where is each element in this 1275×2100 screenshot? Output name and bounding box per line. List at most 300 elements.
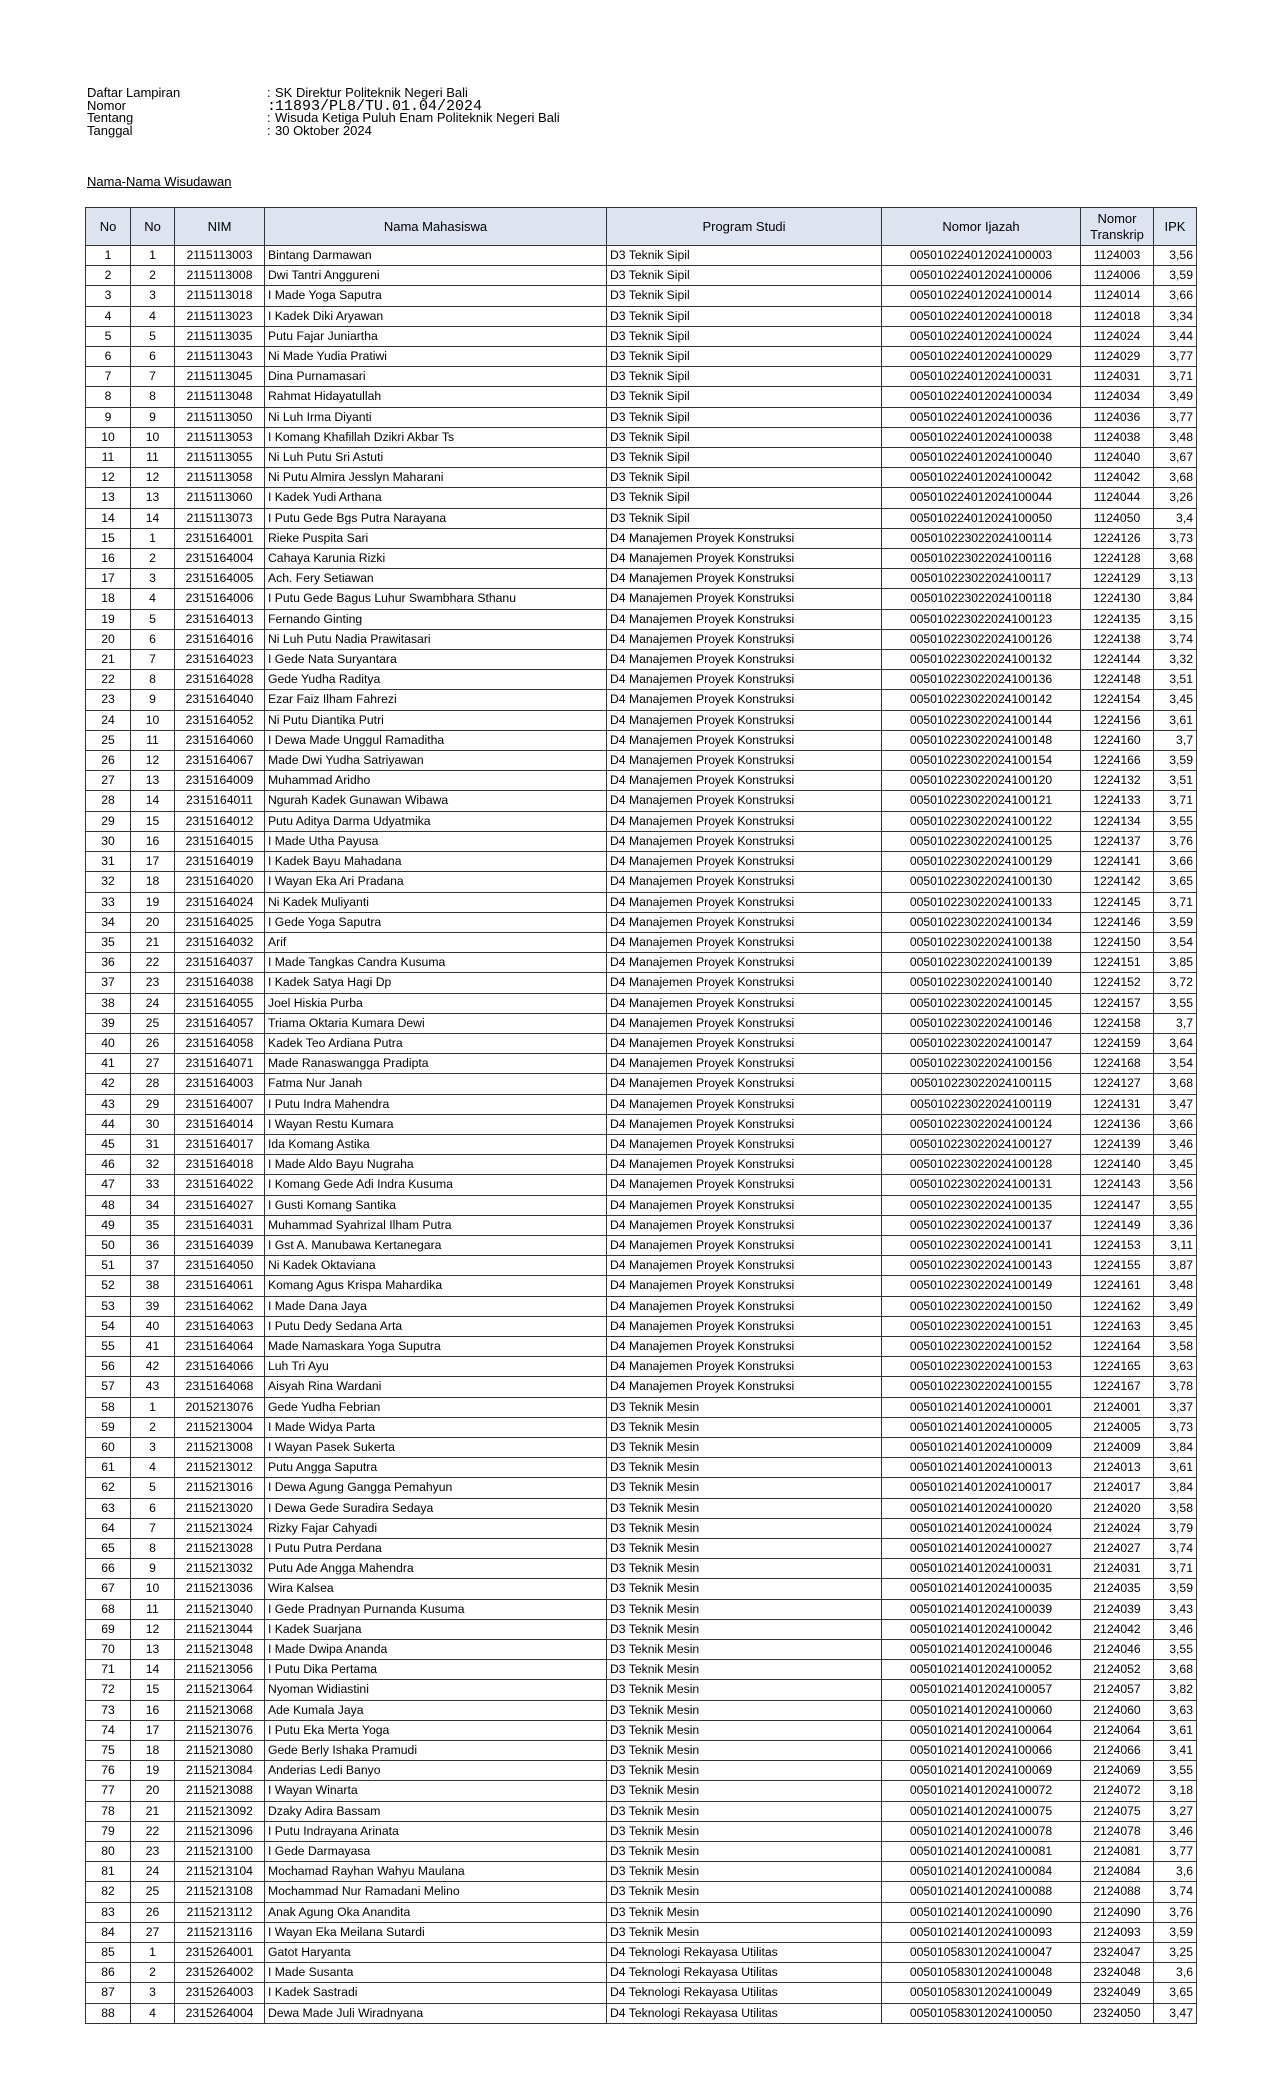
cell-program-number: 17 bbox=[131, 1720, 175, 1740]
cell-student-name: Fatma Nur Janah bbox=[265, 1074, 607, 1094]
cell-row-number: 40 bbox=[86, 1033, 131, 1053]
cell-study-program: D3 Teknik Mesin bbox=[607, 1599, 882, 1619]
cell-nim: 2315264003 bbox=[175, 1983, 265, 2003]
table-row bbox=[86, 932, 1197, 952]
cell-gpa: 3,45 bbox=[1154, 1316, 1197, 1336]
cell-transcript-number: 1124040 bbox=[1081, 448, 1154, 468]
cell-row-number: 28 bbox=[86, 791, 131, 811]
cell-row-number: 6 bbox=[86, 347, 131, 367]
cell-certificate-number: 005010223022024100140 bbox=[882, 973, 1081, 993]
table-row bbox=[86, 1013, 1197, 1033]
cell-student-name: Ade Kumala Jaya bbox=[265, 1700, 607, 1720]
cell-transcript-number: 2124027 bbox=[1081, 1539, 1154, 1559]
cell-transcript-number: 1124029 bbox=[1081, 347, 1154, 367]
cell-student-name: Dwi Tantri Anggureni bbox=[265, 266, 607, 286]
cell-nim: 2115213012 bbox=[175, 1458, 265, 1478]
cell-certificate-number: 005010583012024100050 bbox=[882, 2003, 1081, 2023]
cell-gpa: 3,48 bbox=[1154, 427, 1197, 447]
cell-student-name: I Wayan Pasek Sukerta bbox=[265, 1437, 607, 1457]
cell-nim: 2315164016 bbox=[175, 629, 265, 649]
cell-nim: 2115113043 bbox=[175, 347, 265, 367]
table-row bbox=[86, 488, 1197, 508]
cell-transcript-number: 2124060 bbox=[1081, 1700, 1154, 1720]
cell-nim: 2315164011 bbox=[175, 791, 265, 811]
cell-nim: 2315164017 bbox=[175, 1134, 265, 1154]
cell-certificate-number: 005010223022024100115 bbox=[882, 1074, 1081, 1094]
cell-certificate-number: 005010224012024100018 bbox=[882, 306, 1081, 326]
header-separator: : bbox=[267, 97, 277, 115]
cell-transcript-number: 1224159 bbox=[1081, 1033, 1154, 1053]
cell-nim: 2315164058 bbox=[175, 1033, 265, 1053]
cell-gpa: 3,49 bbox=[1154, 1296, 1197, 1316]
cell-certificate-number: 005010224012024100034 bbox=[882, 387, 1081, 407]
cell-certificate-number: 005010214012024100093 bbox=[882, 1922, 1081, 1942]
cell-transcript-number: 1124031 bbox=[1081, 367, 1154, 387]
cell-nim: 2115113053 bbox=[175, 427, 265, 447]
cell-study-program: D3 Teknik Sipil bbox=[607, 407, 882, 427]
cell-student-name: Cahaya Karunia Rizki bbox=[265, 549, 607, 569]
cell-study-program: D3 Teknik Mesin bbox=[607, 1821, 882, 1841]
cell-program-number: 23 bbox=[131, 973, 175, 993]
cell-transcript-number: 1224126 bbox=[1081, 528, 1154, 548]
cell-nim: 2315164019 bbox=[175, 852, 265, 872]
table-row bbox=[86, 1741, 1197, 1761]
cell-study-program: D4 Manajemen Proyek Konstruksi bbox=[607, 589, 882, 609]
cell-student-name: Ni Kadek Oktaviana bbox=[265, 1256, 607, 1276]
cell-student-name: I Made Yoga Saputra bbox=[265, 286, 607, 306]
table-row bbox=[86, 326, 1197, 346]
cell-student-name: Dzaky Adira Bassam bbox=[265, 1801, 607, 1821]
header-label: Daftar Lampiran bbox=[87, 85, 181, 100]
cell-nim: 2115213076 bbox=[175, 1720, 265, 1740]
cell-program-number: 33 bbox=[131, 1175, 175, 1195]
cell-transcript-number: 1224130 bbox=[1081, 589, 1154, 609]
column-header: No bbox=[86, 208, 131, 246]
cell-row-number: 56 bbox=[86, 1357, 131, 1377]
cell-certificate-number: 005010223022024100142 bbox=[882, 690, 1081, 710]
cell-gpa: 3,46 bbox=[1154, 1821, 1197, 1841]
table-row bbox=[86, 1235, 1197, 1255]
cell-program-number: 4 bbox=[131, 589, 175, 609]
cell-gpa: 3,77 bbox=[1154, 347, 1197, 367]
table-row bbox=[86, 1761, 1197, 1781]
cell-study-program: D4 Manajemen Proyek Konstruksi bbox=[607, 1175, 882, 1195]
cell-row-number: 21 bbox=[86, 650, 131, 670]
cell-transcript-number: 2124013 bbox=[1081, 1458, 1154, 1478]
cell-row-number: 73 bbox=[86, 1700, 131, 1720]
cell-transcript-number: 2124081 bbox=[1081, 1842, 1154, 1862]
cell-student-name: Luh Tri Ayu bbox=[265, 1357, 607, 1377]
cell-student-name: I Putu Putra Perdana bbox=[265, 1539, 607, 1559]
cell-certificate-number: 005010223022024100136 bbox=[882, 670, 1081, 690]
cell-study-program: D3 Teknik Mesin bbox=[607, 1518, 882, 1538]
cell-transcript-number: 1224161 bbox=[1081, 1276, 1154, 1296]
cell-row-number: 20 bbox=[86, 629, 131, 649]
cell-study-program: D4 Manajemen Proyek Konstruksi bbox=[607, 629, 882, 649]
cell-study-program: D4 Teknologi Rekayasa Utilitas bbox=[607, 1943, 882, 1963]
cell-certificate-number: 005010214012024100064 bbox=[882, 1720, 1081, 1740]
cell-student-name: Rahmat Hidayatullah bbox=[265, 387, 607, 407]
cell-program-number: 25 bbox=[131, 1882, 175, 1902]
cell-nim: 2315164005 bbox=[175, 569, 265, 589]
cell-certificate-number: 005010223022024100133 bbox=[882, 892, 1081, 912]
cell-study-program: D4 Manajemen Proyek Konstruksi bbox=[607, 1155, 882, 1175]
cell-certificate-number: 005010223022024100144 bbox=[882, 710, 1081, 730]
cell-student-name: I Komang Khafillah Dzikri Akbar Ts bbox=[265, 427, 607, 447]
cell-student-name: I Gede Darmayasa bbox=[265, 1842, 607, 1862]
cell-nim: 2115213104 bbox=[175, 1862, 265, 1882]
cell-row-number: 34 bbox=[86, 912, 131, 932]
cell-gpa: 3,45 bbox=[1154, 1155, 1197, 1175]
header-separator: : bbox=[267, 122, 271, 138]
cell-row-number: 41 bbox=[86, 1054, 131, 1074]
cell-nim: 2115113035 bbox=[175, 326, 265, 346]
cell-study-program: D4 Manajemen Proyek Konstruksi bbox=[607, 609, 882, 629]
cell-nim: 2115213044 bbox=[175, 1619, 265, 1639]
cell-study-program: D3 Teknik Sipil bbox=[607, 286, 882, 306]
cell-row-number: 19 bbox=[86, 609, 131, 629]
cell-gpa: 3,87 bbox=[1154, 1256, 1197, 1276]
cell-nim: 2315164068 bbox=[175, 1377, 265, 1397]
cell-program-number: 25 bbox=[131, 1013, 175, 1033]
cell-certificate-number: 005010214012024100069 bbox=[882, 1761, 1081, 1781]
cell-transcript-number: 1124034 bbox=[1081, 387, 1154, 407]
cell-row-number: 61 bbox=[86, 1458, 131, 1478]
cell-transcript-number: 2124064 bbox=[1081, 1720, 1154, 1740]
table-row bbox=[86, 650, 1197, 670]
cell-row-number: 72 bbox=[86, 1680, 131, 1700]
cell-nim: 2315264001 bbox=[175, 1943, 265, 1963]
cell-row-number: 53 bbox=[86, 1296, 131, 1316]
table-row bbox=[86, 1801, 1197, 1821]
table-row bbox=[86, 1700, 1197, 1720]
cell-transcript-number: 2324047 bbox=[1081, 1943, 1154, 1963]
cell-row-number: 26 bbox=[86, 751, 131, 771]
cell-transcript-number: 1224147 bbox=[1081, 1195, 1154, 1215]
cell-study-program: D3 Teknik Mesin bbox=[607, 1922, 882, 1942]
cell-gpa: 3,82 bbox=[1154, 1680, 1197, 1700]
cell-study-program: D3 Teknik Mesin bbox=[607, 1720, 882, 1740]
column-header: No bbox=[131, 208, 175, 246]
cell-study-program: D3 Teknik Sipil bbox=[607, 326, 882, 346]
cell-gpa: 3,66 bbox=[1154, 1114, 1197, 1134]
cell-program-number: 8 bbox=[131, 1539, 175, 1559]
cell-student-name: Rieke Puspita Sari bbox=[265, 528, 607, 548]
cell-nim: 2315164001 bbox=[175, 528, 265, 548]
cell-row-number: 29 bbox=[86, 811, 131, 831]
cell-program-number: 37 bbox=[131, 1256, 175, 1276]
cell-program-number: 4 bbox=[131, 2003, 175, 2023]
cell-certificate-number: 005010223022024100131 bbox=[882, 1175, 1081, 1195]
cell-student-name: I Gede Yoga Saputra bbox=[265, 912, 607, 932]
cell-transcript-number: 2324048 bbox=[1081, 1963, 1154, 1983]
cell-transcript-number: 1124044 bbox=[1081, 488, 1154, 508]
cell-row-number: 70 bbox=[86, 1640, 131, 1660]
cell-gpa: 3,77 bbox=[1154, 1842, 1197, 1862]
cell-gpa: 3,76 bbox=[1154, 1902, 1197, 1922]
cell-program-number: 24 bbox=[131, 993, 175, 1013]
table-row bbox=[86, 448, 1197, 468]
cell-nim: 2115113008 bbox=[175, 266, 265, 286]
cell-certificate-number: 005010214012024100090 bbox=[882, 1902, 1081, 1922]
table-row bbox=[86, 791, 1197, 811]
cell-transcript-number: 1224129 bbox=[1081, 569, 1154, 589]
cell-nim: 2115213108 bbox=[175, 1882, 265, 1902]
cell-row-number: 22 bbox=[86, 670, 131, 690]
cell-program-number: 10 bbox=[131, 710, 175, 730]
cell-student-name: I Wayan Restu Kumara bbox=[265, 1114, 607, 1134]
cell-student-name: Gede Yudha Febrian bbox=[265, 1397, 607, 1417]
table-row bbox=[86, 1619, 1197, 1639]
cell-certificate-number: 005010583012024100048 bbox=[882, 1963, 1081, 1983]
cell-row-number: 63 bbox=[86, 1498, 131, 1518]
column-header: Nomor Ijazah bbox=[882, 208, 1081, 246]
cell-nim: 2115213116 bbox=[175, 1922, 265, 1942]
cell-transcript-number: 2124084 bbox=[1081, 1862, 1154, 1882]
cell-gpa: 3,54 bbox=[1154, 932, 1197, 952]
cell-transcript-number: 1224135 bbox=[1081, 609, 1154, 629]
cell-gpa: 3,74 bbox=[1154, 1539, 1197, 1559]
cell-student-name: Kadek Teo Ardiana Putra bbox=[265, 1033, 607, 1053]
cell-nim: 2115213008 bbox=[175, 1437, 265, 1457]
cell-transcript-number: 1124050 bbox=[1081, 508, 1154, 528]
cell-nim: 2315164006 bbox=[175, 589, 265, 609]
table-row bbox=[86, 407, 1197, 427]
cell-nim: 2115213064 bbox=[175, 1680, 265, 1700]
cell-program-number: 13 bbox=[131, 488, 175, 508]
cell-study-program: D3 Teknik Sipil bbox=[607, 427, 882, 447]
cell-program-number: 1 bbox=[131, 246, 175, 266]
cell-nim: 2115213032 bbox=[175, 1559, 265, 1579]
cell-row-number: 59 bbox=[86, 1417, 131, 1437]
cell-nim: 2315164052 bbox=[175, 710, 265, 730]
section-title: Nama-Nama Wisudawan bbox=[87, 174, 232, 189]
cell-nim: 2115213068 bbox=[175, 1700, 265, 1720]
cell-gpa: 3,15 bbox=[1154, 609, 1197, 629]
cell-transcript-number: 2124088 bbox=[1081, 1882, 1154, 1902]
cell-gpa: 3,7 bbox=[1154, 730, 1197, 750]
cell-study-program: D4 Manajemen Proyek Konstruksi bbox=[607, 852, 882, 872]
cell-study-program: D3 Teknik Mesin bbox=[607, 1660, 882, 1680]
cell-certificate-number: 005010223022024100116 bbox=[882, 549, 1081, 569]
graduates-table bbox=[85, 207, 1197, 2024]
cell-certificate-number: 005010223022024100120 bbox=[882, 771, 1081, 791]
cell-student-name: I Kadek Yudi Arthana bbox=[265, 488, 607, 508]
cell-row-number: 2 bbox=[86, 266, 131, 286]
cell-gpa: 3,63 bbox=[1154, 1700, 1197, 1720]
header-separator: : bbox=[267, 85, 271, 100]
cell-transcript-number: 1224152 bbox=[1081, 973, 1154, 993]
column-header: Nomor Transkrip bbox=[1081, 208, 1154, 246]
cell-program-number: 22 bbox=[131, 953, 175, 973]
table-row bbox=[86, 1114, 1197, 1134]
table-row bbox=[86, 549, 1197, 569]
cell-gpa: 3,55 bbox=[1154, 811, 1197, 831]
cell-student-name: Ni Luh Irma Diyanti bbox=[265, 407, 607, 427]
cell-row-number: 3 bbox=[86, 286, 131, 306]
cell-transcript-number: 1224165 bbox=[1081, 1357, 1154, 1377]
cell-certificate-number: 005010223022024100135 bbox=[882, 1195, 1081, 1215]
cell-student-name: Ni Made Yudia Pratiwi bbox=[265, 347, 607, 367]
cell-row-number: 80 bbox=[86, 1842, 131, 1862]
cell-study-program: D3 Teknik Mesin bbox=[607, 1559, 882, 1579]
cell-row-number: 51 bbox=[86, 1256, 131, 1276]
table-row bbox=[86, 892, 1197, 912]
table-row bbox=[86, 730, 1197, 750]
cell-study-program: D4 Manajemen Proyek Konstruksi bbox=[607, 831, 882, 851]
cell-program-number: 9 bbox=[131, 1559, 175, 1579]
table-row bbox=[86, 1215, 1197, 1235]
cell-student-name: Gede Berly Ishaka Pramudi bbox=[265, 1741, 607, 1761]
cell-nim: 2315164027 bbox=[175, 1195, 265, 1215]
cell-study-program: D3 Teknik Mesin bbox=[607, 1680, 882, 1700]
cell-study-program: D4 Manajemen Proyek Konstruksi bbox=[607, 670, 882, 690]
header-label: Tentang bbox=[87, 110, 134, 126]
cell-gpa: 3,84 bbox=[1154, 1478, 1197, 1498]
cell-study-program: D3 Teknik Mesin bbox=[607, 1478, 882, 1498]
cell-row-number: 30 bbox=[86, 831, 131, 851]
cell-gpa: 3,55 bbox=[1154, 993, 1197, 1013]
cell-row-number: 24 bbox=[86, 710, 131, 730]
table-row bbox=[86, 306, 1197, 326]
cell-program-number: 6 bbox=[131, 629, 175, 649]
cell-certificate-number: 005010214012024100088 bbox=[882, 1882, 1081, 1902]
table-row bbox=[86, 1074, 1197, 1094]
cell-row-number: 76 bbox=[86, 1761, 131, 1781]
cell-nim: 2115113058 bbox=[175, 468, 265, 488]
cell-program-number: 3 bbox=[131, 569, 175, 589]
cell-program-number: 43 bbox=[131, 1377, 175, 1397]
cell-study-program: D4 Manajemen Proyek Konstruksi bbox=[607, 993, 882, 1013]
cell-certificate-number: 005010224012024100029 bbox=[882, 347, 1081, 367]
cell-gpa: 3,56 bbox=[1154, 1175, 1197, 1195]
cell-nim: 2115113018 bbox=[175, 286, 265, 306]
table-row bbox=[86, 569, 1197, 589]
cell-program-number: 16 bbox=[131, 1700, 175, 1720]
cell-nim: 2315164061 bbox=[175, 1276, 265, 1296]
cell-gpa: 3,71 bbox=[1154, 1559, 1197, 1579]
table-row bbox=[86, 1155, 1197, 1175]
cell-study-program: D4 Teknologi Rekayasa Utilitas bbox=[607, 1963, 882, 1983]
cell-certificate-number: 005010223022024100153 bbox=[882, 1357, 1081, 1377]
table-row bbox=[86, 286, 1197, 306]
cell-row-number: 66 bbox=[86, 1559, 131, 1579]
cell-program-number: 2 bbox=[131, 1963, 175, 1983]
cell-certificate-number: 005010214012024100060 bbox=[882, 1700, 1081, 1720]
cell-certificate-number: 005010224012024100031 bbox=[882, 367, 1081, 387]
cell-student-name: I Gst A. Manubawa Kertanegara bbox=[265, 1235, 607, 1255]
cell-program-number: 3 bbox=[131, 286, 175, 306]
cell-row-number: 13 bbox=[86, 488, 131, 508]
cell-program-number: 1 bbox=[131, 1943, 175, 1963]
cell-student-name: I Made Susanta bbox=[265, 1963, 607, 1983]
cell-certificate-number: 005010214012024100035 bbox=[882, 1579, 1081, 1599]
cell-program-number: 41 bbox=[131, 1336, 175, 1356]
cell-program-number: 30 bbox=[131, 1114, 175, 1134]
cell-program-number: 27 bbox=[131, 1922, 175, 1942]
cell-certificate-number: 005010223022024100134 bbox=[882, 912, 1081, 932]
cell-study-program: D4 Manajemen Proyek Konstruksi bbox=[607, 791, 882, 811]
cell-nim: 2315164009 bbox=[175, 771, 265, 791]
cell-transcript-number: 1224148 bbox=[1081, 670, 1154, 690]
table-row bbox=[86, 1963, 1197, 1983]
cell-certificate-number: 005010223022024100124 bbox=[882, 1114, 1081, 1134]
cell-study-program: D4 Manajemen Proyek Konstruksi bbox=[607, 912, 882, 932]
cell-nim: 2115213092 bbox=[175, 1801, 265, 1821]
cell-student-name: I Dewa Gede Suradira Sedaya bbox=[265, 1498, 607, 1518]
cell-row-number: 54 bbox=[86, 1316, 131, 1336]
cell-study-program: D4 Manajemen Proyek Konstruksi bbox=[607, 953, 882, 973]
cell-study-program: D4 Manajemen Proyek Konstruksi bbox=[607, 569, 882, 589]
cell-nim: 2315164060 bbox=[175, 730, 265, 750]
cell-transcript-number: 2124001 bbox=[1081, 1397, 1154, 1417]
cell-study-program: D3 Teknik Mesin bbox=[607, 1437, 882, 1457]
cell-gpa: 3,61 bbox=[1154, 1458, 1197, 1478]
table-row bbox=[86, 811, 1197, 831]
cell-study-program: D4 Manajemen Proyek Konstruksi bbox=[607, 710, 882, 730]
cell-row-number: 12 bbox=[86, 468, 131, 488]
cell-certificate-number: 005010223022024100126 bbox=[882, 629, 1081, 649]
table-row bbox=[86, 690, 1197, 710]
cell-nim: 2315164003 bbox=[175, 1074, 265, 1094]
cell-certificate-number: 005010214012024100075 bbox=[882, 1801, 1081, 1821]
cell-transcript-number: 2124039 bbox=[1081, 1599, 1154, 1619]
cell-study-program: D4 Manajemen Proyek Konstruksi bbox=[607, 1134, 882, 1154]
cell-student-name: Ni Putu Almira Jesslyn Maharani bbox=[265, 468, 607, 488]
cell-row-number: 37 bbox=[86, 973, 131, 993]
cell-program-number: 11 bbox=[131, 448, 175, 468]
cell-transcript-number: 1224167 bbox=[1081, 1377, 1154, 1397]
cell-row-number: 84 bbox=[86, 1922, 131, 1942]
cell-nim: 2015213076 bbox=[175, 1397, 265, 1417]
cell-gpa: 3,46 bbox=[1154, 1134, 1197, 1154]
cell-study-program: D4 Manajemen Proyek Konstruksi bbox=[607, 528, 882, 548]
cell-certificate-number: 005010224012024100003 bbox=[882, 246, 1081, 266]
cell-transcript-number: 2124069 bbox=[1081, 1761, 1154, 1781]
cell-gpa: 3,34 bbox=[1154, 306, 1197, 326]
cell-certificate-number: 005010214012024100078 bbox=[882, 1821, 1081, 1841]
table-row bbox=[86, 1539, 1197, 1559]
table-row bbox=[86, 246, 1197, 266]
cell-study-program: D4 Manajemen Proyek Konstruksi bbox=[607, 1013, 882, 1033]
cell-transcript-number: 1224133 bbox=[1081, 791, 1154, 811]
cell-transcript-number: 2124017 bbox=[1081, 1478, 1154, 1498]
cell-student-name: Gatot Haryanta bbox=[265, 1943, 607, 1963]
cell-nim: 2115213100 bbox=[175, 1842, 265, 1862]
cell-nim: 2315164007 bbox=[175, 1094, 265, 1114]
cell-student-name: Ach. Fery Setiawan bbox=[265, 569, 607, 589]
cell-row-number: 9 bbox=[86, 407, 131, 427]
cell-row-number: 35 bbox=[86, 932, 131, 952]
table-row bbox=[86, 1357, 1197, 1377]
cell-row-number: 43 bbox=[86, 1094, 131, 1114]
table-row bbox=[86, 1397, 1197, 1417]
cell-study-program: D4 Manajemen Proyek Konstruksi bbox=[607, 1074, 882, 1094]
cell-nim: 2315164037 bbox=[175, 953, 265, 973]
cell-certificate-number: 005010214012024100084 bbox=[882, 1862, 1081, 1882]
cell-certificate-number: 005010223022024100129 bbox=[882, 852, 1081, 872]
cell-program-number: 9 bbox=[131, 690, 175, 710]
cell-certificate-number: 005010214012024100031 bbox=[882, 1559, 1081, 1579]
cell-nim: 2115213084 bbox=[175, 1761, 265, 1781]
cell-gpa: 3,68 bbox=[1154, 1660, 1197, 1680]
cell-row-number: 25 bbox=[86, 730, 131, 750]
cell-transcript-number: 2324049 bbox=[1081, 1983, 1154, 2003]
cell-study-program: D3 Teknik Sipil bbox=[607, 387, 882, 407]
cell-gpa: 3,55 bbox=[1154, 1761, 1197, 1781]
cell-program-number: 10 bbox=[131, 1579, 175, 1599]
cell-certificate-number: 005010223022024100150 bbox=[882, 1296, 1081, 1316]
